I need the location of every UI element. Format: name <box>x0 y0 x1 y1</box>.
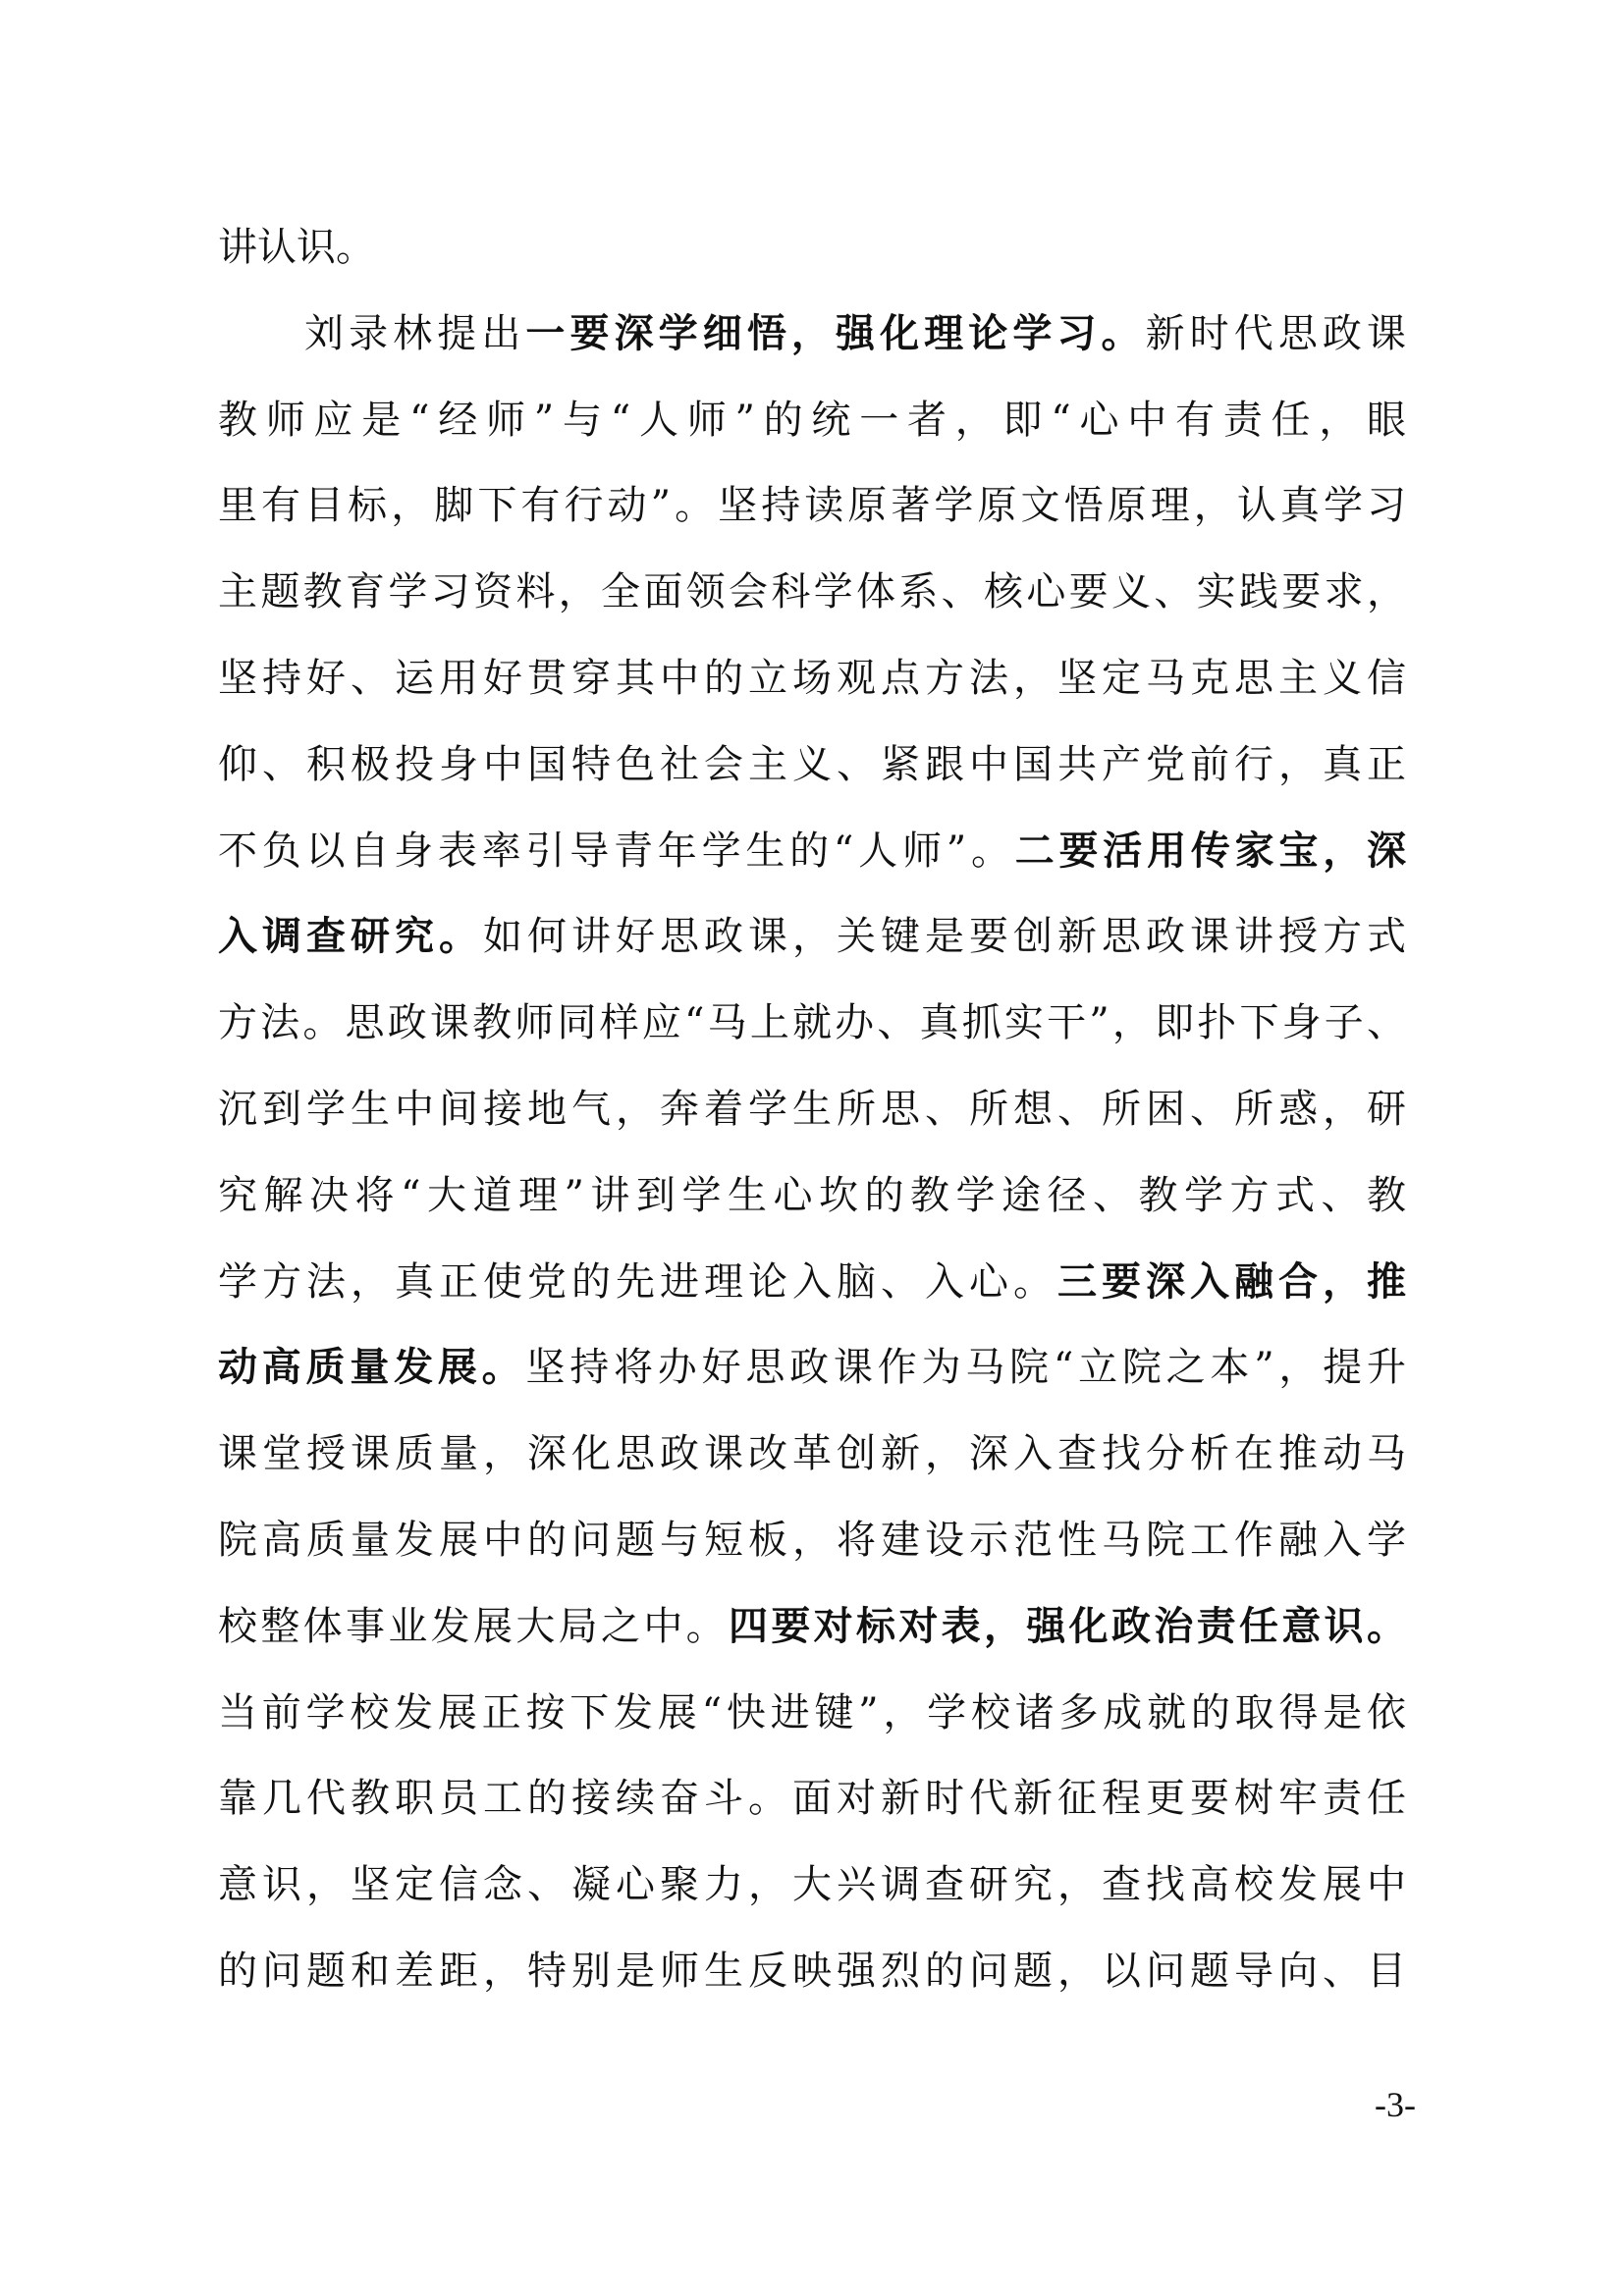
text-segment: 当前学校发展正按下发展“快进键”，学校诸多成就的取得是依 <box>218 1690 1406 1735</box>
text-segment: 的问题和差距，特别是师生反映强烈的问题，以问题导向、目 <box>218 1949 1406 1994</box>
text-segment: 坚持将办好思政课作为马院“立院之本”，提升 <box>525 1345 1406 1390</box>
text-segment: 不负以自身表率引导青年学生的“人师”。 <box>218 828 1015 874</box>
bold-heading-segment: 三要深入融合，推 <box>1057 1259 1406 1305</box>
text-line <box>218 993 1406 1052</box>
text-segment: 究解决将“大道理”讲到学生心坎的教学途径、教学方式、教 <box>218 1173 1406 1218</box>
text-line <box>218 1855 1406 1914</box>
text-line <box>218 391 1406 450</box>
text-line <box>218 1424 1406 1483</box>
text-line <box>218 1166 1406 1225</box>
text-segment: 教师应是“经师”与“人师”的统一者，即“心中有责任，眼 <box>218 398 1406 443</box>
text-segment: 主题教育学习资料，全面领会科学体系、核心要义、实践要求， <box>218 569 1406 614</box>
text-line <box>218 304 1406 363</box>
text-segment: 课堂授课质量，深化思政课改革创新，深入查找分析在推动马 <box>218 1431 1406 1476</box>
text-segment: 刘录林提出 <box>304 311 526 356</box>
text-segment: 靠几代教职员工的接续奋斗。面对新时代新征程更要树牢责任 <box>218 1776 1406 1821</box>
text-line <box>218 1769 1406 1828</box>
text-line <box>218 1597 1406 1656</box>
text-segment: 学方法，真正使党的先进理论入脑、入心。 <box>218 1259 1057 1305</box>
bold-heading-segment: 四要对标对表，强化政治责任意识。 <box>729 1604 1406 1649</box>
text-segment: 新时代思政课 <box>1145 311 1407 356</box>
text-line <box>218 218 1406 277</box>
bold-heading-segment: 二要活用传家宝，深 <box>1014 828 1406 874</box>
text-line <box>218 1683 1406 1742</box>
text-segment: 沉到学生中间接地气，奔着学生所思、所想、所困、所惑，研 <box>218 1087 1406 1132</box>
text-segment: 意识，坚定信念、凝心聚力，大兴调查研究，查找高校发展中 <box>218 1862 1406 1907</box>
text-line <box>218 735 1406 794</box>
text-line <box>218 476 1406 535</box>
text-line <box>218 562 1406 621</box>
text-line <box>218 1511 1406 1570</box>
text-line <box>218 1942 1406 2001</box>
text-line <box>218 822 1406 881</box>
text-line <box>218 1338 1406 1397</box>
text-segment: 如何讲好思政课，关键是要创新思政课讲授方式 <box>483 914 1406 959</box>
text-segment: 里有目标，脚下有行动”。坚持读原著学原文悟原理，认真学习 <box>218 483 1406 528</box>
bold-heading-segment: 入调查研究。 <box>218 914 483 959</box>
text-segment: 讲认识。 <box>218 225 375 270</box>
text-line <box>218 649 1406 708</box>
text-segment: 院高质量发展中的问题与短板，将建设示范性马院工作融入学 <box>218 1518 1406 1563</box>
text-segment: 校整体事业发展大局之中。 <box>218 1604 729 1649</box>
bold-heading-segment: 动高质量发展。 <box>218 1345 526 1390</box>
text-line <box>218 907 1406 966</box>
text-line <box>218 1080 1406 1139</box>
page-number: -3- <box>1375 2085 1416 2124</box>
text-line <box>218 1253 1406 1311</box>
bold-heading-segment: 一要深学细悟，强化理论学习。 <box>525 311 1146 356</box>
text-segment: 方法。思政课教师同样应“马上就办、真抓实干”，即扑下身子、 <box>218 1000 1406 1045</box>
text-segment: 仰、积极投身中国特色社会主义、紧跟中国共产党前行，真正 <box>218 742 1406 787</box>
text-segment: 坚持好、运用好贯穿其中的立场观点方法，坚定马克思主义信 <box>218 656 1406 701</box>
